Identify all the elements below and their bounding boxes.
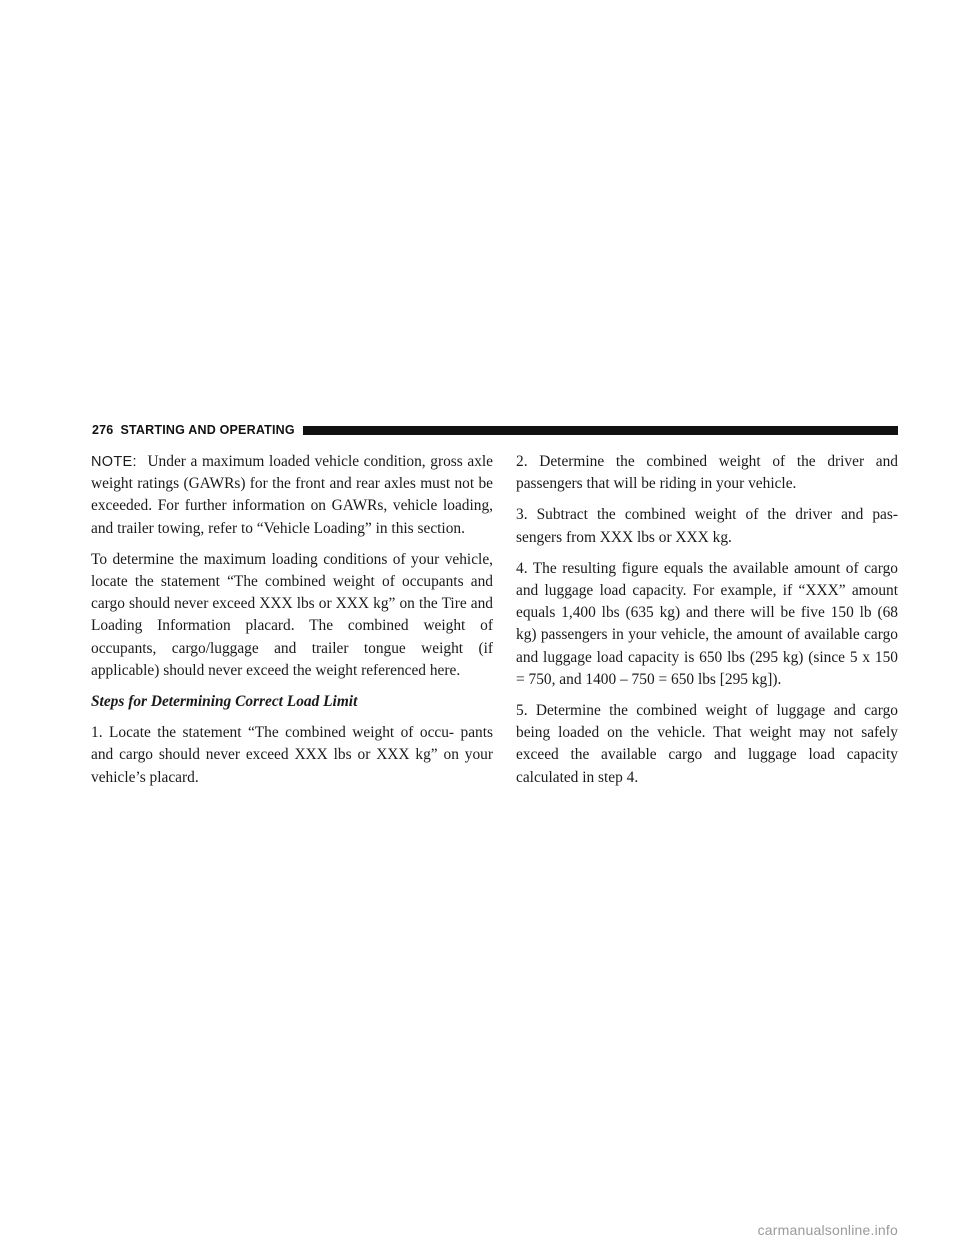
watermark-text: carmanualsonline.info: [757, 1222, 898, 1238]
loading-conditions-paragraph: To determine the maximum loading conditions of your vehicle, locate the statement “The combined weight of occupants and cargo should never exceed XXX lbs or XXX kg” on the Tire and Loading Information placard. The combined weight of occupants, cargo/luggage and trailer tongue weight (if applicable) should never exceed the weight referenced here.: [91, 550, 493, 679]
note-label: NOTE:: [91, 454, 137, 470]
footer: [0, 1220, 960, 1242]
section-title: STARTING AND OPERATING: [120, 423, 295, 437]
step-5: 5. Determine the combined weight of luggage and cargo being loaded on the vehicle. That weight may not safely exceed the available cargo and luggage load capacity calculated in step 4.: [516, 702, 898, 786]
note-text: Under a maximum loaded vehicle condition, gross axle weight ratings (GAWRs) for the front and rear axles must not be exceeded. For further information on GAWRs, vehicle loading, and trailer towing, refer to “Vehicle Loading” in this section.: [91, 453, 493, 537]
left-column: [91, 451, 493, 798]
step-1: 1. Locate the statement “The combined weight of occu- pants and cargo should never exceed XXX lbs or XXX kg” on your vehicle’s placard.: [91, 724, 493, 786]
step-3: 3. Subtract the combined weight of the driver and pas- sengers from XXX lbs or XXX kg.: [516, 506, 898, 546]
steps-subheading: Steps for Determining Correct Load Limit: [91, 693, 358, 711]
step-2: 2. Determine the combined weight of the driver and passengers that will be riding in your vehicle.: [516, 453, 898, 493]
page-header: [92, 420, 898, 440]
page-number: 276: [92, 423, 114, 437]
note-paragraph: [91, 451, 493, 540]
right-column: [516, 451, 898, 798]
step-4: 4. The resulting figure equals the available amount of cargo and luggage load capacity. For example, if “XXX” amount equals 1,400 lbs (635 kg) and there will be five 150 lb (68 kg) passengers in your vehicle, the amount of available cargo and luggage load capacity is 650 lbs (295 kg) (since 5 x 150 = 750, and 1400 – 750 = 650 lbs [295 kg]).: [516, 559, 898, 688]
header-rule: [303, 426, 898, 435]
